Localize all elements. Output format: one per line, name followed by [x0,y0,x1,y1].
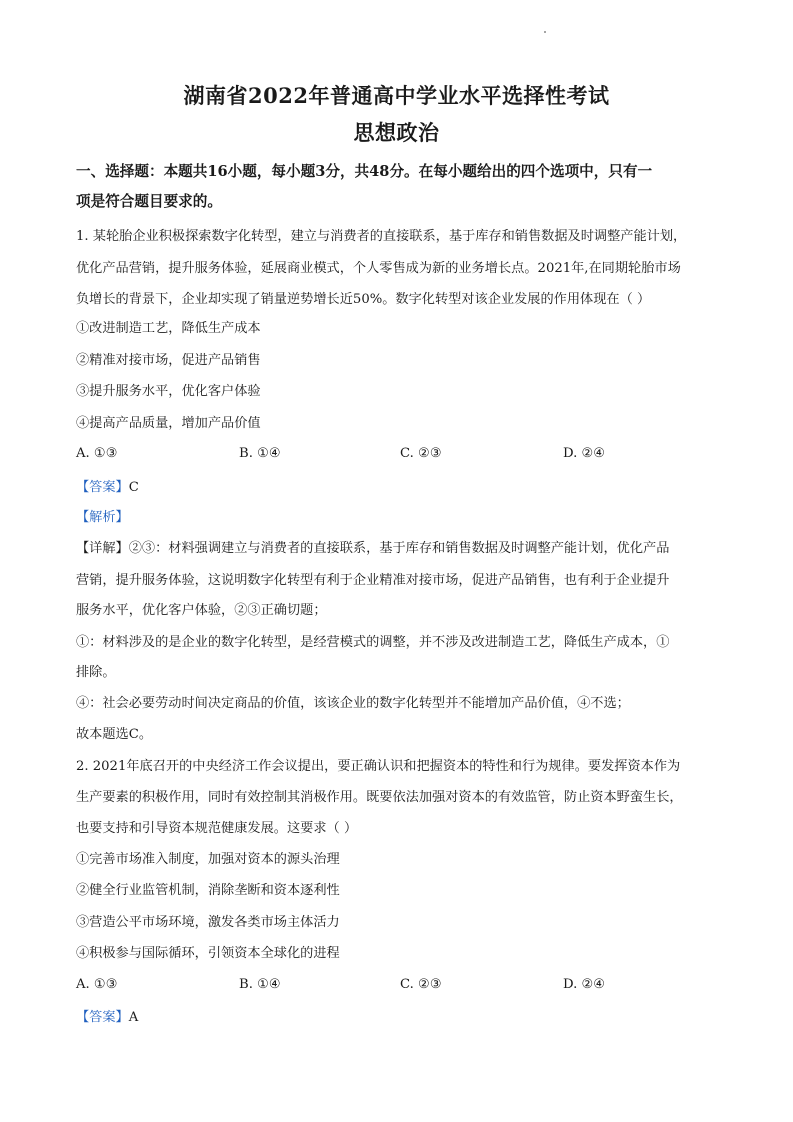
q1-detail-line: 营销，提升服务体验，这说明数字化转型有利于企业精准对接市场，促进产品销售，也有利于企业提升 [76,573,670,588]
scan-dot [544,31,546,33]
q1-item: ④提高产品质量，增加产品价值 [76,416,261,431]
detail-text: ②③：材料强调建立与消费者的直接联系，基于库存和销售数据及时调整产能计划，优化产品 [128,541,670,556]
answer-value: C [128,480,139,495]
q2-stem-line: 2. 2021年底召开的中央经济工作会议提出，要正确认识和把握资本的特性和行为规律。要发挥资本作为 [76,759,681,774]
answer-value: A [128,1010,139,1025]
detail-tag: 【详解】 [76,541,129,556]
q1-detail-line: 服务水平，优化客户体验，②③正确切题； [76,603,327,618]
q1-detail-line: 故本题选C。 [76,727,153,742]
analysis-tag: 【解析】 [76,510,129,525]
q1-option-a: A. ①③ [76,446,118,461]
q1-item: ③提升服务水平，优化客户体验 [76,384,261,399]
exam-title: 湖南省2022年普通高中学业水平选择性考试 [183,83,610,108]
q1-detail-line: ④：社会必要劳动时间决定商品的价值，该该企业的数字化转型并不能增加产品价值，④不选； [76,696,630,711]
q1-analysis [76,509,721,527]
q1-option-c: C. ②③ [400,446,442,461]
q1-answer [76,479,721,497]
q2-option-a: A. ①③ [76,977,118,992]
q2-stem-line: 生产要素的积极作用，同时有效控制其消极作用。既要依法加强对资本的有效监管，防止资本野蛮生长， [76,790,683,805]
q2-item: ④积极参与国际循环，引领资本全球化的进程 [76,946,340,961]
q1-option-b: B. ①④ [239,446,281,461]
q1-stem-line: 1. 某轮胎企业积极探索数字化转型，建立与消费者的直接联系，基于库存和销售数据及时调整产能计划， [76,229,687,244]
q1-item: ②精准对接市场，促进产品销售 [76,353,261,368]
q1-option-d: D. ②④ [563,446,606,461]
q2-item: ②健全行业监管机制，消除垄断和资本逐利性 [76,883,340,898]
q2-item: ③营造公平市场环境，激发各类市场主体活力 [76,915,340,930]
q1-detail-line: ①：材料涉及的是企业的数字化转型，是经营模式的调整，并不涉及改进制造工艺，降低生产成本，① [76,635,670,650]
q2-option-c: C. ②③ [400,977,442,992]
section-heading-line2: 项是符合题目要求的。 [76,193,222,210]
q2-answer [76,1009,721,1027]
subject-title: 思想政治 [353,120,440,145]
q1-stem-line: 优化产品营销，提升服务体验，延展商业模式，个人零售成为新的业务增长点。2021年,在同期轮胎市场 [76,261,681,276]
q1-detail-line: 排除。 [76,665,116,680]
answer-tag: 【答案】 [76,480,129,495]
q1-stem-line: 负增长的背景下，企业却实现了销量逆势增长近50%。数字化转型对该企业发展的作用体现在（ ） [76,292,651,307]
q2-stem-line: 也要支持和引导资本规范健康发展。这要求（ ） [76,821,358,836]
answer-tag: 【答案】 [76,1010,129,1025]
q1-item: ①改进制造工艺，降低生产成本 [76,321,261,336]
section-heading-line1: 一、选择题：本题共16小题，每小题3分，共48分。在每小题给出的四个选项中，只有一 [76,163,653,180]
q1-detail-line [76,540,721,558]
q2-option-b: B. ①④ [239,977,281,992]
q2-option-d: D. ②④ [563,977,606,992]
q2-item: ①完善市场准入制度，加强对资本的源头治理 [76,852,340,867]
